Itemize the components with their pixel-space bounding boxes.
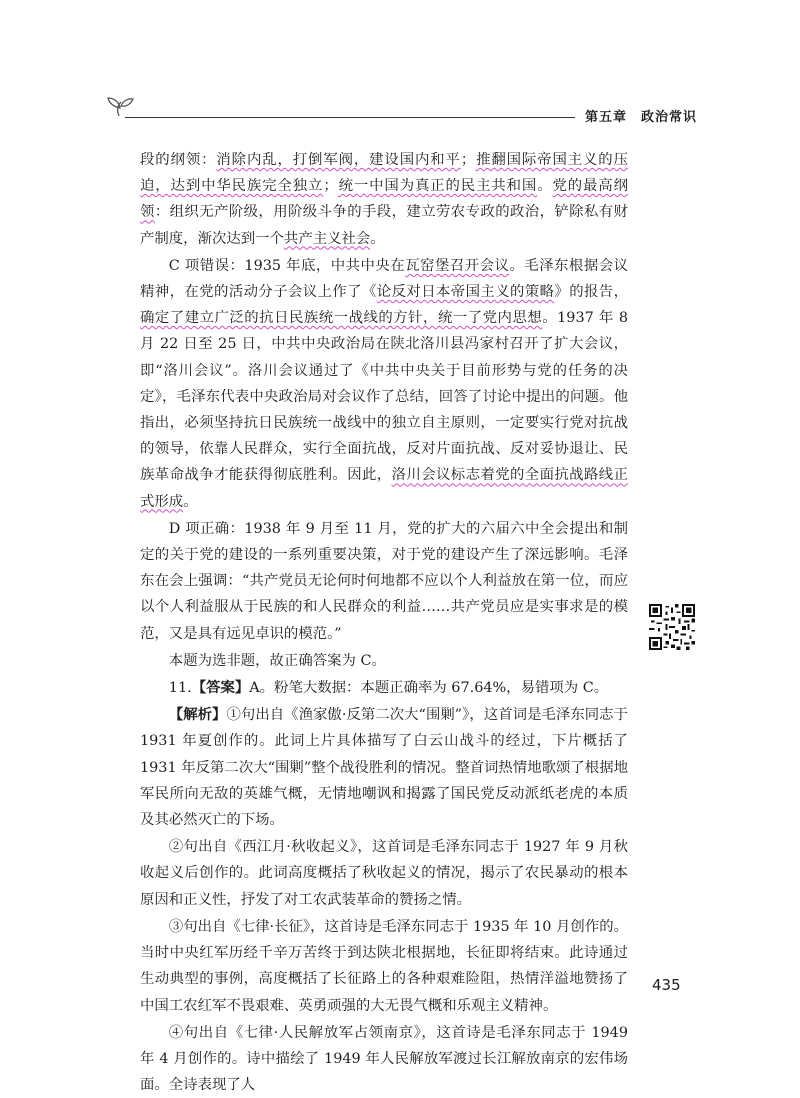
body-text — [140, 147, 628, 1098]
paragraph — [140, 834, 628, 913]
bold-label: 【解析】 — [168, 706, 227, 724]
paragraph — [140, 1020, 628, 1098]
underlined-text: 确定了建立广泛的抗日民族统一战线的方针，统一了党内思想 — [140, 310, 543, 327]
paragraph — [140, 702, 628, 833]
underlined-text: 瓦窑堡召开会议 — [405, 257, 510, 274]
text-segment: ：组织无产阶级，用阶级斗争的手段，建立劳农专政的政治，铲除私有财产制度，渐次达到一个 — [140, 204, 628, 247]
underlined-text: 推翻国际帝国主义的压迫，达到中华民族完全独立 — [140, 152, 628, 195]
bold-label: 【答案】 — [191, 679, 250, 697]
paragraph — [140, 516, 628, 647]
paragraph — [140, 253, 628, 515]
text-segment: 。 — [537, 178, 553, 195]
text-segment: ； — [323, 178, 338, 195]
text-segment: C 项错误：1935 年底，中共中央在 — [168, 257, 406, 274]
text-segment: ②句出自《西江月·秋收起义》，这首词是毛泽东同志于 1927 年 9 月秋收起义后创作的。此词高度概括了秋收起义的情况，揭示了农民暴动的根本原因和正义性，抒发了对工农武装革命的赞扬之情。 — [140, 839, 628, 908]
underlined-text: 共产主义社会 — [283, 230, 371, 247]
underlined-text: 党的最高纲领 — [140, 178, 628, 221]
underlined-text: 消除内乱，打倒军阀，建设国内和平 — [216, 152, 461, 168]
chapter-number: 第五章 — [584, 110, 627, 125]
page-number: 435 — [652, 976, 681, 994]
underlined-text: 洛川会议标志着党的全面抗战路线正式形成 — [140, 467, 628, 510]
text-segment: 。 — [183, 493, 198, 510]
text-segment: D 项正确：1938 年 9 月至 11 月，党的扩大的六届六中全会提出和制定的关于党的建设的一系列重要决策，对于党的建设产生了深远影响。毛泽东在会上强调：“共产党员无论何时何地都不应以个人利益放在第一位，而应以个人利益服从于民族的和人民群众的利益……共产党员应是实事求是的模范，又是具有远见卓识的模范。” — [140, 520, 628, 642]
text-segment: 段的纲领： — [140, 152, 217, 168]
text-segment: ④句出自《七律·人民解放军占领南京》，这首诗是毛泽东同志于 1949 年 4 月创作的。诗中描绘了 1949 年人民解放军渡过长江解放南京的宏伟场面。全诗表现了人 — [140, 1024, 628, 1094]
text-segment: 本题为选非题，故正确答案为 C。 — [168, 652, 386, 669]
paragraph — [140, 914, 628, 1019]
paragraph — [140, 147, 628, 252]
paragraph — [140, 675, 628, 701]
text-segment: 11. — [168, 680, 192, 697]
text-segment: ①句出自《渔家傲·反第二次大“围剿”》，这首词是毛泽东同志于 1931 年夏创作的。此词上片具体描写了白云山战斗的经过，下片概括了 1931 年反第二次大“围剿”整个战役胜利的情况。整首词热情地歌颂了根据地军民所向无敌的英雄气概，无情地嘲讽和揭露了国民党反动派纸老虎的本质及其必然灭亡的下场。 — [140, 707, 628, 829]
text-segment: ③句出自《七律·长征》，这首诗是毛泽东同志于 1935 年 10 月创作的。当时中央红军历经千辛万苦终于到达陕北根据地，长征即将结束。此诗通过生动典型的事例，高度概括了长征路上的各种艰难险阻，热情洋溢地赞扬了中国工农红军不畏艰难、英勇顽强的大无畏气概和乐观主义精神。 — [140, 918, 628, 1014]
text-segment: 。1937 年 8 月 22 日至 25 日，中共中央政治局在陕北洛川县冯家村召开了扩大会议，即“洛川会议”。洛川会议通过了《中共中央关于目前形势与党的任务的决定》，毛泽东代表中央政治局对会议作了总结，回答了讨论中提出的问题。他指出，必须坚持抗日民族统一战线中的独立自主原则，一定要实行党对抗战的领导，依靠人民群众，实行全面抗战，反对片面抗战、反对妥协退让、民族革命战争才能获得彻底胜利。因此， — [140, 310, 628, 484]
underlined-text: 论反对日本帝国主义的策略 — [376, 284, 555, 301]
text-segment: 。 — [370, 230, 385, 247]
text-segment: 。毛泽东根据会议精神，在党的活动分子会议上作了《 — [140, 257, 628, 301]
qr-code-icon[interactable] — [649, 604, 695, 650]
text-segment: 》的报告， — [554, 284, 628, 301]
chapter-title: 政治常识 — [640, 110, 697, 125]
text-segment: A。粉笔大数据：本题正确率为 67.64%，易错项为 C。 — [249, 680, 609, 697]
paragraph — [140, 648, 628, 674]
leaf-icon — [105, 94, 135, 124]
text-segment: ； — [460, 152, 476, 168]
running-header — [105, 92, 705, 132]
chapter-label — [585, 106, 697, 125]
underlined-text: 统一中国为真正的民主共和国 — [337, 178, 538, 195]
header-rule — [125, 117, 575, 118]
